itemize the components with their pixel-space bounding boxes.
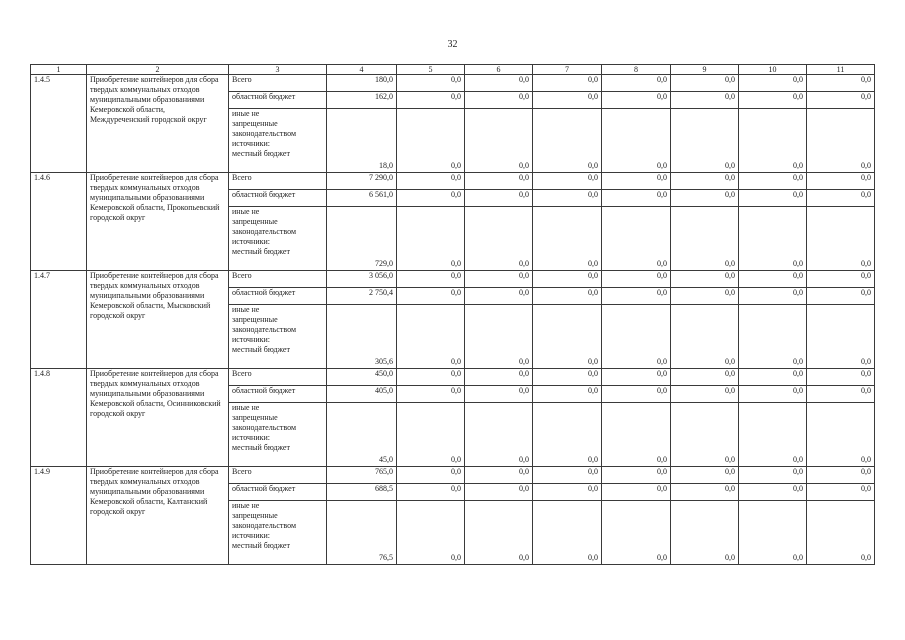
value-cell: 0,0 [533, 305, 602, 369]
funding-source-line: иные не [232, 109, 260, 118]
value-cell: 0,0 [533, 386, 602, 403]
value-cell: 0,0 [465, 288, 533, 305]
funding-source-line: местный бюджет [232, 149, 290, 158]
value-cell: 0,0 [602, 305, 671, 369]
value-cell: 0,0 [465, 403, 533, 467]
funding-source-line: запрещенные [232, 413, 278, 422]
value-cell: 0,0 [465, 190, 533, 207]
item-name: Приобретение контейнеров для сбора твердых коммунальных отходов муниципальными образованиями Кемеровской области, Осинниковский городской округ [87, 369, 229, 467]
column-number: 8 [602, 65, 671, 75]
funding-source-line: источники: [232, 433, 270, 442]
value-cell: 0,0 [397, 467, 465, 484]
funding-source-line: законодательством [232, 325, 297, 334]
value-cell: 0,0 [807, 75, 875, 92]
item-code: 1.4.7 [31, 271, 87, 369]
value-cell: 0,0 [807, 386, 875, 403]
value-cell: 0,0 [739, 92, 807, 109]
value-cell: 0,0 [533, 484, 602, 501]
value-cell: 6 561,0 [327, 190, 397, 207]
column-number: 3 [229, 65, 327, 75]
table-row [31, 173, 875, 190]
column-number-row [31, 65, 875, 75]
funding-source: Всего [229, 271, 327, 288]
value-cell: 0,0 [602, 271, 671, 288]
value-cell: 0,0 [602, 369, 671, 386]
value-cell: 0,0 [397, 484, 465, 501]
column-number: 1 [31, 65, 87, 75]
value-cell: 0,0 [602, 92, 671, 109]
item-name: Приобретение контейнеров для сбора твердых коммунальных отходов муниципальными образованиями Кемеровской области, Прокопьевский городской округ [87, 173, 229, 271]
value-cell: 765,0 [327, 467, 397, 484]
table-row [31, 271, 875, 288]
value-cell: 0,0 [807, 501, 875, 565]
value-cell: 0,0 [602, 173, 671, 190]
funding-source-line: иные не [232, 207, 260, 216]
funding-source-line: источники: [232, 237, 270, 246]
funding-source-line: законодательством [232, 521, 297, 530]
value-cell: 0,0 [807, 467, 875, 484]
funding-source-line: иные не [232, 403, 260, 412]
funding-source: Всего [229, 369, 327, 386]
column-number: 6 [465, 65, 533, 75]
value-cell: 0,0 [533, 190, 602, 207]
value-cell: 180,0 [327, 75, 397, 92]
value-cell: 0,0 [671, 75, 739, 92]
value-cell: 0,0 [807, 369, 875, 386]
value-cell: 0,0 [602, 288, 671, 305]
value-cell: 0,0 [602, 403, 671, 467]
funding-source-line: местный бюджет [232, 247, 290, 256]
value-cell: 0,0 [671, 207, 739, 271]
value-cell: 0,0 [739, 288, 807, 305]
value-cell: 0,0 [602, 109, 671, 173]
value-cell: 0,0 [739, 484, 807, 501]
value-cell: 0,0 [397, 173, 465, 190]
table-row [31, 75, 875, 92]
value-cell: 0,0 [465, 369, 533, 386]
value-cell: 0,0 [807, 207, 875, 271]
funding-source-line: законодательством [232, 129, 297, 138]
item-code: 1.4.8 [31, 369, 87, 467]
value-cell: 0,0 [602, 501, 671, 565]
item-name: Приобретение контейнеров для сбора твердых коммунальных отходов муниципальными образованиями Кемеровской области, Междуреченский городской округ [87, 75, 229, 173]
value-cell: 450,0 [327, 369, 397, 386]
value-cell: 0,0 [465, 207, 533, 271]
value-cell: 0,0 [465, 271, 533, 288]
funding-source-line: законодательством [232, 423, 297, 432]
funding-source: областной бюджет [229, 484, 327, 501]
value-cell: 162,0 [327, 92, 397, 109]
value-cell: 0,0 [671, 271, 739, 288]
value-cell: 0,0 [807, 271, 875, 288]
value-cell: 0,0 [602, 207, 671, 271]
value-cell: 0,0 [739, 207, 807, 271]
value-cell: 0,0 [397, 369, 465, 386]
funding-source: Всего [229, 75, 327, 92]
value-cell: 729,0 [327, 207, 397, 271]
value-cell: 405,0 [327, 386, 397, 403]
value-cell: 0,0 [397, 386, 465, 403]
value-cell: 0,0 [739, 190, 807, 207]
funding-source [229, 403, 327, 467]
column-number: 10 [739, 65, 807, 75]
column-number: 11 [807, 65, 875, 75]
value-cell: 0,0 [465, 109, 533, 173]
value-cell: 0,0 [807, 305, 875, 369]
table-body [31, 65, 875, 565]
value-cell: 0,0 [602, 386, 671, 403]
value-cell: 0,0 [602, 467, 671, 484]
value-cell: 0,0 [671, 305, 739, 369]
funding-source-line: иные не [232, 305, 260, 314]
value-cell: 0,0 [671, 190, 739, 207]
value-cell: 0,0 [533, 75, 602, 92]
value-cell: 0,0 [533, 288, 602, 305]
item-code: 1.4.9 [31, 467, 87, 565]
funding-source-line: источники: [232, 139, 270, 148]
value-cell: 0,0 [465, 92, 533, 109]
funding-source-line: местный бюджет [232, 541, 290, 550]
item-code: 1.4.5 [31, 75, 87, 173]
value-cell: 7 290,0 [327, 173, 397, 190]
value-cell: 45,0 [327, 403, 397, 467]
value-cell: 0,0 [739, 75, 807, 92]
value-cell: 0,0 [671, 288, 739, 305]
funding-source-line: законодательством [232, 227, 297, 236]
value-cell: 0,0 [671, 484, 739, 501]
value-cell: 0,0 [465, 386, 533, 403]
value-cell: 688,5 [327, 484, 397, 501]
value-cell: 0,0 [807, 403, 875, 467]
value-cell: 0,0 [533, 109, 602, 173]
funding-source-line: запрещенные [232, 511, 278, 520]
value-cell: 0,0 [533, 207, 602, 271]
value-cell: 0,0 [739, 305, 807, 369]
value-cell: 0,0 [671, 403, 739, 467]
value-cell: 0,0 [465, 75, 533, 92]
value-cell: 0,0 [397, 92, 465, 109]
value-cell: 0,0 [397, 501, 465, 565]
funding-source [229, 109, 327, 173]
value-cell: 0,0 [807, 109, 875, 173]
funding-source: Всего [229, 173, 327, 190]
funding-source: областной бюджет [229, 92, 327, 109]
funding-source-line: запрещенные [232, 315, 278, 324]
value-cell: 0,0 [533, 271, 602, 288]
value-cell: 0,0 [465, 501, 533, 565]
funding-source [229, 305, 327, 369]
value-cell: 0,0 [739, 271, 807, 288]
value-cell: 0,0 [671, 173, 739, 190]
item-name: Приобретение контейнеров для сбора твердых коммунальных отходов муниципальными образованиями Кемеровской области, Мысковский городской округ [87, 271, 229, 369]
value-cell: 0,0 [739, 467, 807, 484]
value-cell: 0,0 [397, 403, 465, 467]
value-cell: 0,0 [397, 207, 465, 271]
value-cell: 0,0 [465, 305, 533, 369]
value-cell: 0,0 [807, 190, 875, 207]
value-cell: 0,0 [397, 271, 465, 288]
value-cell: 0,0 [807, 484, 875, 501]
funding-source: Всего [229, 467, 327, 484]
value-cell: 0,0 [602, 75, 671, 92]
value-cell: 0,0 [602, 484, 671, 501]
value-cell: 0,0 [397, 190, 465, 207]
funding-source-line: местный бюджет [232, 345, 290, 354]
funding-source-line: источники: [232, 335, 270, 344]
value-cell: 0,0 [807, 173, 875, 190]
value-cell: 0,0 [397, 305, 465, 369]
funding-source [229, 207, 327, 271]
funding-source-line: запрещенные [232, 119, 278, 128]
page-number: 32 [447, 39, 458, 50]
value-cell: 0,0 [739, 403, 807, 467]
value-cell: 0,0 [465, 484, 533, 501]
funding-source-line: источники: [232, 531, 270, 540]
value-cell: 0,0 [533, 403, 602, 467]
value-cell: 0,0 [739, 369, 807, 386]
value-cell: 0,0 [602, 190, 671, 207]
value-cell: 0,0 [671, 109, 739, 173]
value-cell: 0,0 [671, 386, 739, 403]
value-cell: 0,0 [807, 288, 875, 305]
value-cell: 0,0 [533, 501, 602, 565]
value-cell: 0,0 [397, 288, 465, 305]
column-number: 2 [87, 65, 229, 75]
value-cell: 0,0 [807, 92, 875, 109]
value-cell: 0,0 [739, 501, 807, 565]
column-number: 5 [397, 65, 465, 75]
funding-source-line: запрещенные [232, 217, 278, 226]
value-cell: 3 056,0 [327, 271, 397, 288]
table-row [31, 467, 875, 484]
value-cell: 2 750,4 [327, 288, 397, 305]
funding-source-line: иные не [232, 501, 260, 510]
funding-source: областной бюджет [229, 288, 327, 305]
value-cell: 0,0 [671, 467, 739, 484]
value-cell: 0,0 [533, 173, 602, 190]
value-cell: 0,0 [739, 109, 807, 173]
value-cell: 0,0 [465, 467, 533, 484]
funding-source: областной бюджет [229, 386, 327, 403]
value-cell: 0,0 [671, 92, 739, 109]
funding-source-line: местный бюджет [232, 443, 290, 452]
value-cell: 0,0 [671, 501, 739, 565]
value-cell: 0,0 [397, 109, 465, 173]
column-number: 9 [671, 65, 739, 75]
value-cell: 0,0 [739, 386, 807, 403]
value-cell: 0,0 [533, 92, 602, 109]
value-cell: 76,5 [327, 501, 397, 565]
value-cell: 0,0 [397, 75, 465, 92]
item-name: Приобретение контейнеров для сбора твердых коммунальных отходов муниципальными образованиями Кемеровской области, Калтанский городской округ [87, 467, 229, 565]
value-cell: 0,0 [671, 369, 739, 386]
value-cell: 0,0 [739, 173, 807, 190]
column-number: 7 [533, 65, 602, 75]
table-row [31, 369, 875, 386]
item-code: 1.4.6 [31, 173, 87, 271]
funding-source [229, 501, 327, 565]
budget-table [30, 64, 875, 565]
funding-source: областной бюджет [229, 190, 327, 207]
value-cell: 18,0 [327, 109, 397, 173]
value-cell: 0,0 [465, 173, 533, 190]
value-cell: 0,0 [533, 369, 602, 386]
value-cell: 0,0 [533, 467, 602, 484]
value-cell: 305,6 [327, 305, 397, 369]
column-number: 4 [327, 65, 397, 75]
